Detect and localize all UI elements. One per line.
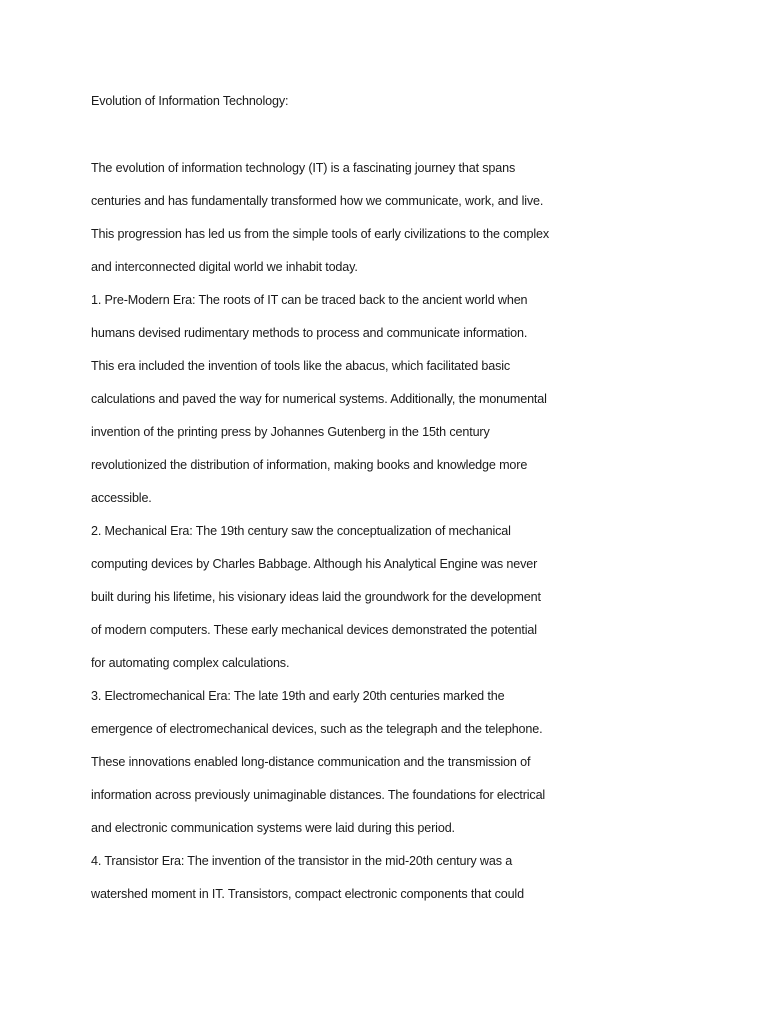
text-line: and interconnected digital world we inhabit today. [91, 260, 358, 274]
text-line: 3. Electromechanical Era: The late 19th and early 20th centuries marked the [91, 689, 505, 703]
text-line: and electronic communication systems were laid during this period. [91, 821, 455, 835]
text-line: for automating complex calculations. [91, 656, 290, 670]
text-line: centuries and has fundamentally transformed how we communicate, work, and live. [91, 194, 544, 208]
text-line: accessible. [91, 491, 152, 505]
text-line: computing devices by Charles Babbage. Although his Analytical Engine was never [91, 557, 538, 571]
text-line: 4. Transistor Era: The invention of the transistor in the mid-20th century was a [91, 854, 513, 868]
text-line: revolutionized the distribution of information, making books and knowledge more [91, 458, 528, 472]
text-line: watershed moment in IT. Transistors, compact electronic components that could [91, 887, 524, 901]
text-line: This era included the invention of tools like the abacus, which facilitated basic [91, 359, 511, 373]
text-line: invention of the printing press by Johannes Gutenberg in the 15th century [91, 425, 490, 439]
text-line: The evolution of information technology (IT) is a fascinating journey that spans [91, 161, 516, 175]
text-line: This progression has led us from the simple tools of early civilizations to the complex [91, 227, 550, 241]
text-line: emergence of electromechanical devices, such as the telegraph and the telephone. [91, 722, 543, 736]
text-line: 1. Pre-Modern Era: The roots of IT can be traced back to the ancient world when [91, 293, 528, 307]
text-line: 2. Mechanical Era: The 19th century saw the conceptualization of mechanical [91, 524, 511, 538]
text-line: humans devised rudimentary methods to process and communicate information. [91, 326, 528, 340]
document-body [91, 158, 651, 917]
text-line: calculations and paved the way for numerical systems. Additionally, the monumental [91, 392, 547, 406]
text-line: information across previously unimaginable distances. The foundations for electrical [91, 788, 546, 802]
text-line: of modern computers. These early mechanical devices demonstrated the potential [91, 623, 537, 637]
text-line: built during his lifetime, his visionary ideas laid the groundwork for the development [91, 590, 541, 604]
document-title: Evolution of Information Technology: [91, 94, 289, 108]
text-line: These innovations enabled long-distance communication and the transmission of [91, 755, 531, 769]
